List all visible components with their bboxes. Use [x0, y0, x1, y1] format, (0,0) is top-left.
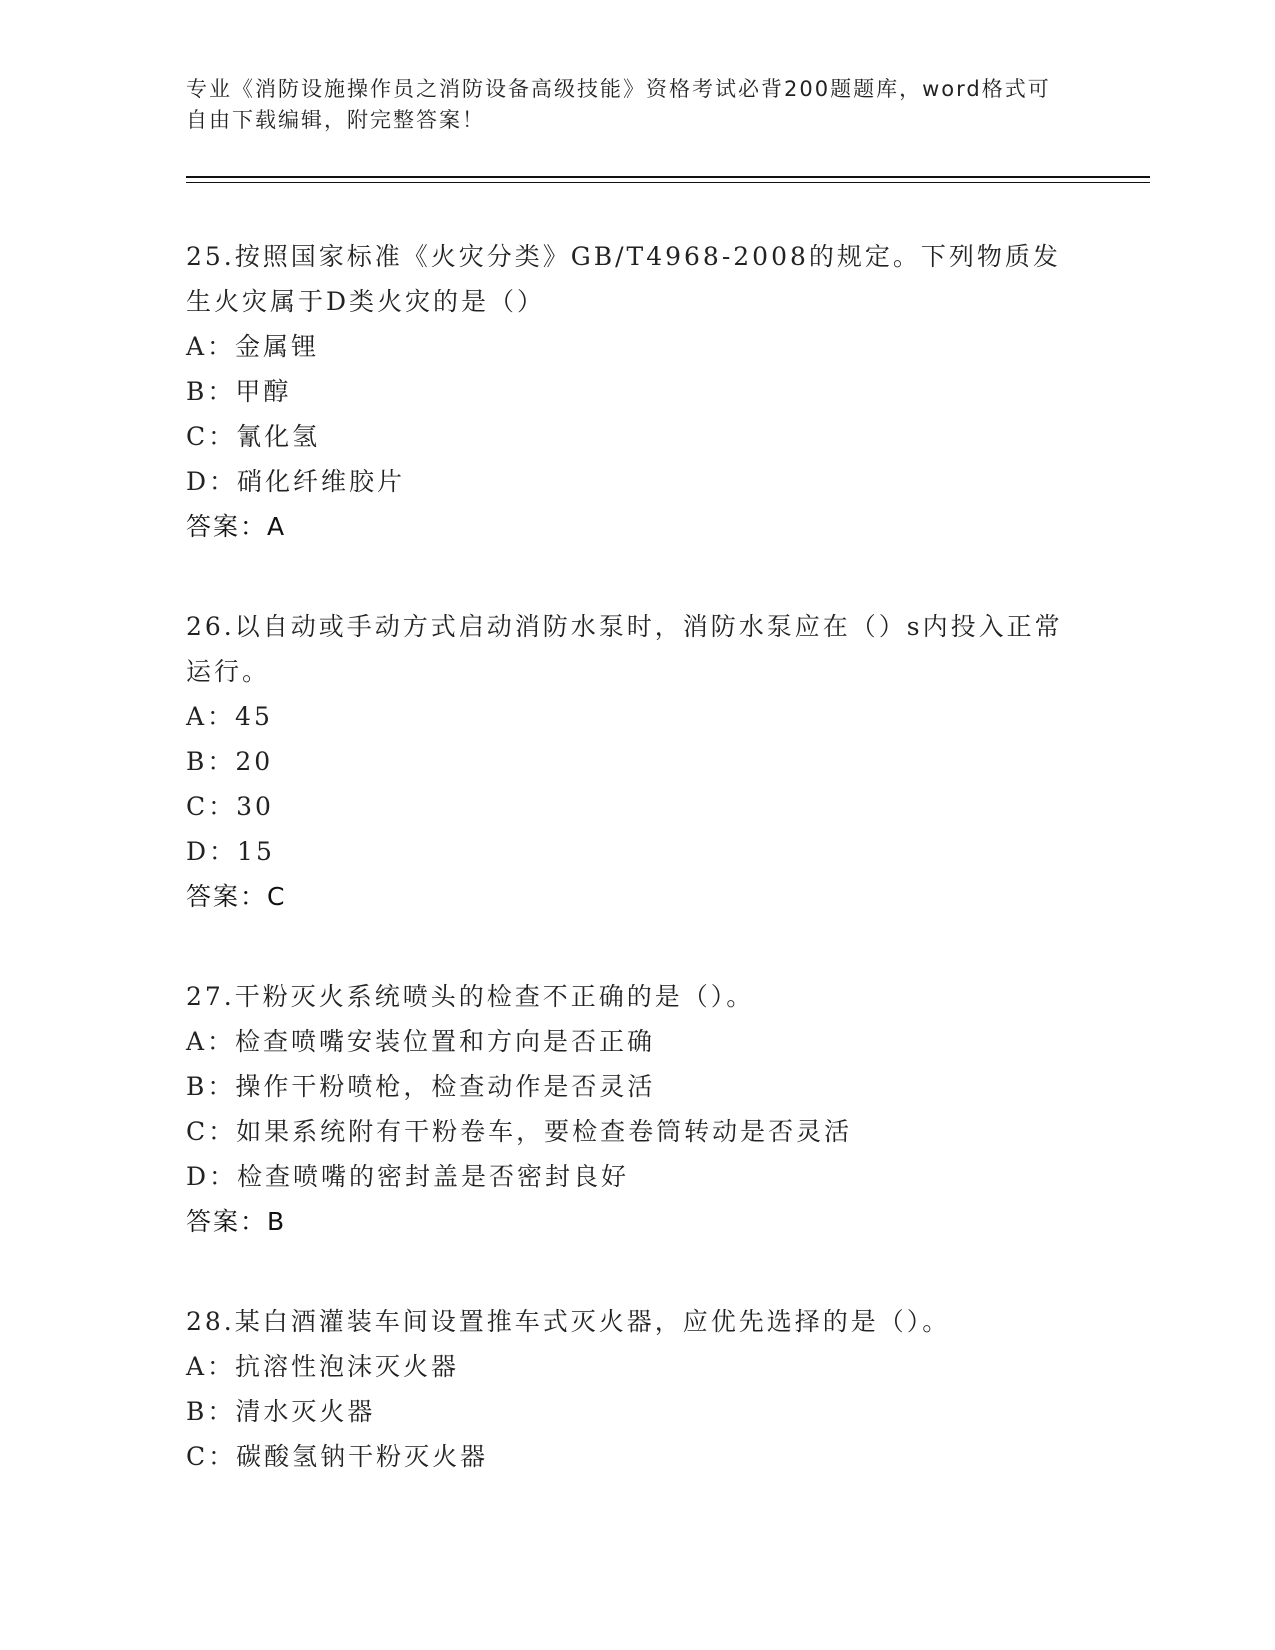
option-c: C：30 — [186, 792, 274, 821]
option-d: D：15 — [186, 837, 275, 866]
question-25 — [186, 234, 1066, 549]
question-text: 27.干粉灭火系统喷头的检查不正确的是（）。 — [186, 982, 755, 1011]
option-b: B：清水灭火器 — [186, 1397, 376, 1426]
question-26 — [186, 604, 1066, 919]
option-c: C：碳酸氢钠干粉灭火器 — [186, 1442, 489, 1471]
question-27 — [186, 974, 1066, 1244]
question-text: 25.按照国家标准《火灾分类》GB/T4968-2008的规定。下列物质发生火灾属于D类火灾的是（） — [186, 242, 1061, 316]
header-divider-thick — [186, 176, 1150, 178]
question-list — [186, 234, 1066, 1534]
question-text: 28.某白酒灌装车间设置推车式灭火器，应优先选择的是（）。 — [186, 1307, 951, 1336]
question-28 — [186, 1299, 1066, 1479]
answer: 答案：A — [186, 512, 287, 541]
option-b: B：操作干粉喷枪，检查动作是否灵活 — [186, 1072, 656, 1101]
question-text: 26.以自动或手动方式启动消防水泵时，消防水泵应在（）s内投入正常运行。 — [186, 612, 1063, 686]
answer: 答案：C — [186, 882, 287, 911]
option-b: B：20 — [186, 747, 274, 776]
document-header: 专业《消防设施操作员之消防设备高级技能》资格考试必背200题题库，word格式可自由下载编辑，附完整答案！ — [186, 77, 1051, 132]
option-a: A：检查喷嘴安装位置和方向是否正确 — [186, 1027, 656, 1056]
option-b: B：甲醇 — [186, 377, 292, 406]
option-c: C：氰化氢 — [186, 422, 321, 451]
header-divider-thin — [186, 182, 1150, 183]
option-a: A：45 — [186, 702, 273, 731]
option-c: C：如果系统附有干粉卷车，要检查卷筒转动是否灵活 — [186, 1117, 853, 1146]
option-a: A：抗溶性泡沫灭火器 — [186, 1352, 460, 1381]
option-a: A：金属锂 — [186, 332, 320, 361]
answer: 答案：B — [186, 1207, 287, 1236]
option-d: D：检查喷嘴的密封盖是否密封良好 — [186, 1162, 630, 1191]
option-d: D：硝化纤维胶片 — [186, 467, 406, 496]
